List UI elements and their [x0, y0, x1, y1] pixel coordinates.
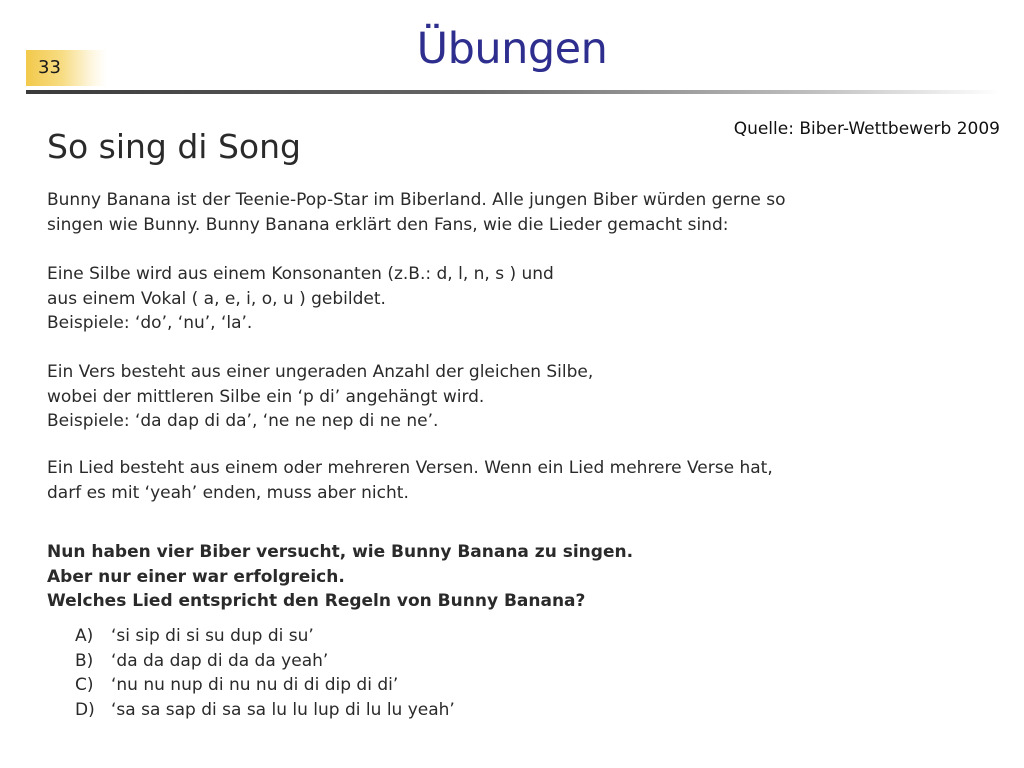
- source-citation: Quelle: Biber-Wettbewerb 2009: [733, 119, 1000, 139]
- question: [47, 540, 633, 614]
- answer-option-c: [75, 673, 455, 698]
- intro-line: singen wie Bunny. Bunny Banana erklärt den Fans, wie die Lieder gemacht sind:: [47, 214, 729, 235]
- task-content: [47, 124, 927, 720]
- answer-options: [75, 624, 455, 722]
- option-text: ‘sa sa sap di sa sa lu lu lup di lu lu yeah’: [111, 699, 455, 720]
- option-text: ‘da da dap di da da yeah’: [111, 650, 329, 671]
- slide-number: 33: [26, 50, 106, 86]
- intro-line: Bunny Banana ist der Teenie-Pop-Star im Biberland. Alle jungen Biber würden gerne so: [47, 190, 786, 210]
- answer-option-d: [75, 698, 455, 723]
- slide-title: Übungen: [416, 24, 608, 74]
- song-rule: [47, 456, 773, 505]
- option-letter: D): [75, 699, 95, 720]
- verse-rule: [47, 360, 593, 434]
- answer-option-a: [75, 624, 455, 649]
- syllable-rule-line: aus einem Vokal ( a, e, i, o, u ) gebildet.: [47, 288, 386, 309]
- syllable-rule: [47, 262, 554, 336]
- question-line: Welches Lied entspricht den Regeln von Bunny Banana?: [47, 591, 586, 611]
- verse-rule-line: wobei der mittleren Silbe ein ‘p di’ angehängt wird.: [47, 386, 485, 407]
- title-divider: [26, 90, 1000, 94]
- option-letter: C): [75, 675, 94, 695]
- answer-option-b: [75, 649, 455, 674]
- question-line: Aber nur einer war erfolgreich.: [47, 566, 345, 587]
- option-text: ‘si sip di si su dup di su’: [111, 626, 314, 646]
- syllable-rule-line: Beispiele: ‘do’, ‘nu’, ‘la’.: [47, 313, 253, 333]
- syllable-rule-line: Eine Silbe wird aus einem Konsonanten (z.B.: d, l, n, s ) und: [47, 264, 554, 284]
- song-rule-line: Ein Lied besteht aus einem oder mehreren Versen. Wenn ein Lied mehrere Verse hat,: [47, 458, 773, 478]
- intro-paragraph: [47, 188, 785, 237]
- option-letter: A): [75, 626, 94, 646]
- verse-rule-line: Ein Vers besteht aus einer ungeraden Anzahl der gleichen Silbe,: [47, 362, 594, 382]
- song-rule-line: darf es mit ‘yeah’ enden, muss aber nicht.: [47, 482, 409, 503]
- verse-rule-line: Beispiele: ‘da dap di da’, ‘ne ne nep di ne ne’.: [47, 411, 439, 431]
- question-line: Nun haben vier Biber versucht, wie Bunny Banana zu singen.: [47, 542, 634, 562]
- option-letter: B): [75, 650, 94, 671]
- option-text: ‘nu nu nup di nu nu di di dip di di’: [111, 675, 399, 695]
- task-heading: So sing di Song: [47, 127, 301, 166]
